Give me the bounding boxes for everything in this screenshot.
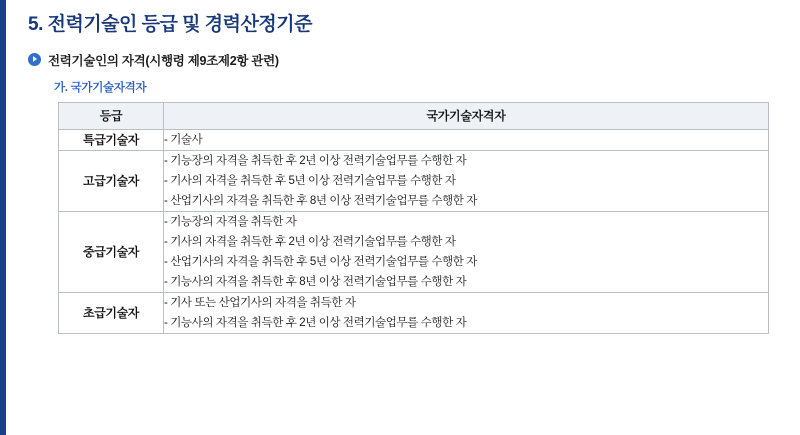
table-header <box>59 102 769 129</box>
detail-line: - 기능장의 자격을 취득한 자 <box>164 215 297 228</box>
detail-line: - 기술사 <box>164 133 203 146</box>
table-body <box>59 129 769 333</box>
column-header-grade: 등급 <box>59 102 164 129</box>
column-header-qualification: 국가기술자격자 <box>164 102 769 129</box>
detail-line: - 기능사의 자격을 취득한 후 2년 이상 전력기술업무를 수행한 자 <box>164 316 467 329</box>
section-heading-label: 전력기술인의 자격(시행령 제9조제2항 관련) <box>48 53 279 68</box>
detail-line: - 기능장의 자격을 취득한 후 2년 이상 전력기술업무를 수행한 자 <box>164 154 467 167</box>
detail-line: - 산업기사의 자격을 취득한 후 8년 이상 전력기술업무를 수행한 자 <box>164 194 478 207</box>
detail-cell <box>164 211 769 292</box>
detail-line: - 기사의 자격을 취득한 후 2년 이상 전력기술업무를 수행한 자 <box>164 235 456 248</box>
arrow-circle-icon <box>28 53 41 66</box>
grade-cell: 고급기술자 <box>59 150 164 211</box>
detail-line: - 기사의 자격을 취득한 후 5년 이상 전력기술업무를 수행한 자 <box>164 174 456 187</box>
detail-cell <box>164 150 769 211</box>
grade-cell: 중급기술자 <box>59 211 164 292</box>
table-header-row <box>59 102 769 129</box>
detail-cell <box>164 129 769 150</box>
left-accent-bar <box>0 0 6 435</box>
detail-line: - 기사 또는 산업기사의 자격을 취득한 자 <box>164 296 356 309</box>
subsection-heading: 가. 국가기술자격자 <box>54 81 147 94</box>
table-row <box>59 150 769 211</box>
page-title: 5. 전력기술인 등급 및 경력산정기준 <box>28 14 312 35</box>
qualification-table <box>58 102 769 334</box>
grade-cell: 특급기술자 <box>59 129 164 150</box>
table-row <box>59 129 769 150</box>
detail-line: - 기능사의 자격을 취득한 후 8년 이상 전력기술업무를 수행한 자 <box>164 275 467 288</box>
detail-cell <box>164 292 769 333</box>
section-heading <box>28 51 778 69</box>
table-row <box>59 292 769 333</box>
table-row <box>59 211 769 292</box>
grade-cell: 초급기술자 <box>59 292 164 333</box>
detail-line: - 산업기사의 자격을 취득한 후 5년 이상 전력기술업무를 수행한 자 <box>164 255 478 268</box>
